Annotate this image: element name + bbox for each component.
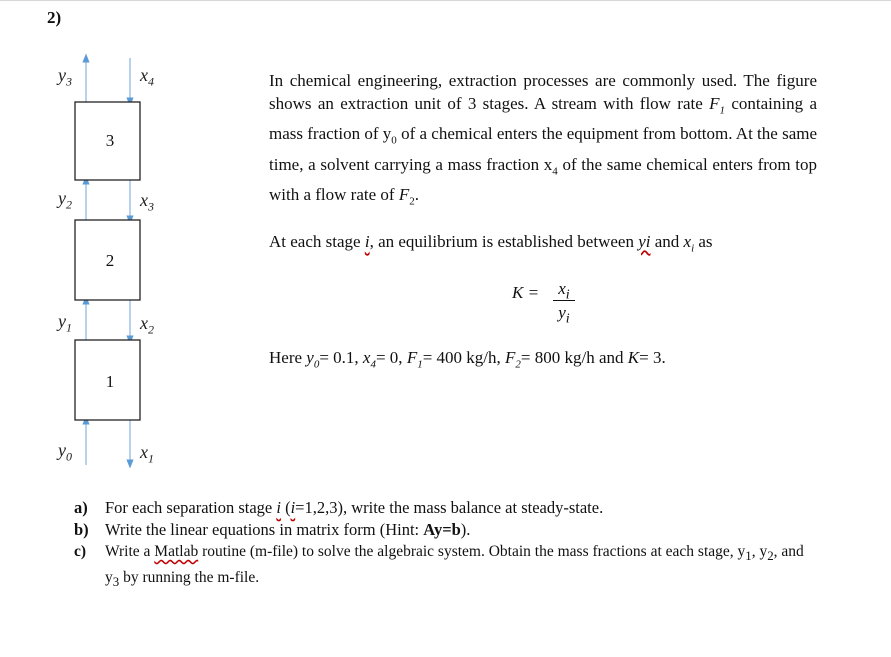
intro-paragraph: In chemical engineering, extraction processes are commonly used. The figure shows an extraction unit of 3 stages. A stream with flow rate $F_1$ containing a mass fraction of $y_0$ of a chemical enters the equipment from bottom. At the same time, a solvent carrying a mass fraction $x_4$ of the same chemical enters from top with a flow rate of $F_2$.: [269, 71, 818, 208]
question-list: [74, 497, 814, 593]
equation-fraction: [553, 279, 575, 327]
x3-label: $x_3$: [140, 190, 154, 214]
y0-label: $y_0$: [58, 440, 72, 464]
y3-label: $y_3$: [58, 65, 72, 89]
question-b: b) Write the linear equations in matrix form (Hint: Ay=b).: [74, 520, 471, 539]
equation-lhs: K =: [512, 283, 540, 302]
x4-label: $x_4$: [140, 65, 154, 89]
stage-3-label: 3: [105, 131, 115, 150]
top-border: [0, 0, 891, 5]
question-c: c) Write a Matlab routine (m-file) to solve the algebraic system. Obtain the mass fractions at each stage, $y_1$, $y_2$, and $y_3$ by running the m-file.: [74, 543, 804, 590]
y1-label: $y_1$: [58, 311, 72, 335]
question-a: a) For each separation stage i (i=1,2,3), write the mass balance at steady-state.: [74, 498, 604, 517]
stage-2-label: 2: [105, 251, 115, 270]
x1-label: $x_1$: [140, 442, 154, 466]
fraction-bar: [553, 300, 575, 301]
x2-label: $x_2$: [140, 313, 154, 337]
stage-1-label: 1: [105, 372, 115, 391]
question-number: 2): [47, 8, 62, 27]
equation-numerator: $x_i$: [558, 279, 570, 303]
given-values: Here $y_0= 0.1$, $x_4= 0$, $F_1= 400$ kg/h, $F_2= 800$ kg/h and K= 3.: [269, 348, 666, 371]
equation-denominator: $y_i$: [558, 303, 570, 327]
y2-label: $y_2$: [58, 188, 72, 212]
equilibrium-sentence: At each stage i, an equilibrium is established between yi and $x_i$ as: [269, 232, 713, 255]
